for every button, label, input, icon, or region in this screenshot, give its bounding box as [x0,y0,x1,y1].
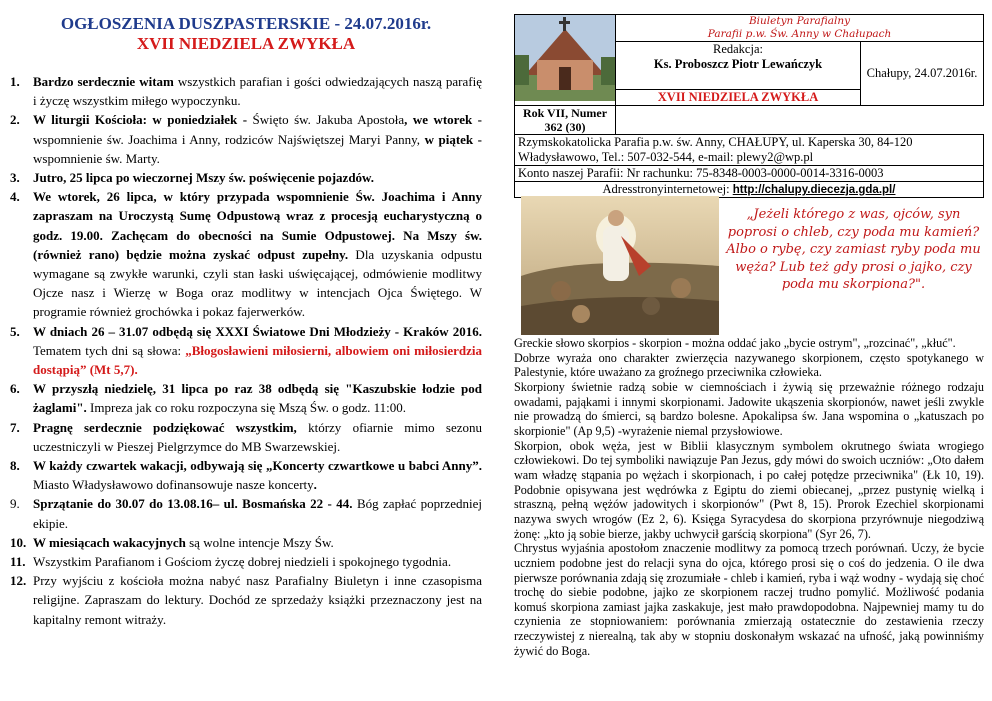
announcement-number: 11. [10,554,26,570]
announcement-text: W przyszłą niedzielę, 31 lipca po raz 38 odbędą się "Kaszubskie łodzie pod żaglami". [33,381,482,416]
article-paragraph: Chrystus wyjaśnia apostołom znaczenie modlitwy za pomocą trzech porównań. Uczy, że bycie uczniem podobne jest do relacji syna do ojca, którego prosi się o coś do jedzenia. O ile dwa pierwsze porównania zdają się zrozumiałe - chleb i kamień, ryba i wąż wodny - wydają się choć trochę do siebie podobne, jajko ze skorpionem raczej trudno pomylić. Możliwość podania komuś skorpiona zamiast jajka zaskakuje, jest mało prawdopodobna. Najpewniej mamy tu do czynienia ze stopniowaniem: porównania zmierzają ostatecznie do zestawienia rzeczy rzeczywistej z nierealną, tak aby w stopniu doskonałym wskazać na ufność, jaką powinniśmy żywić do Boga. [514,541,984,658]
announcement-text: w piątek - [424,131,482,147]
article-paragraph: Skorpion, obok węża, jest w Biblii klasycznym symbolem okrutnego świata wrogiego człowiekowi. Do tej symboliki nawiązuje Pan Jezus, gdy mówi do swoich uczniów: „Oto dałem wam władzę stąpania po wężach i skorpionach, i po całej potędze przeciwnika" (Łk 10, 19). Podobnie opisywana jest wędrówka z Egiptu do ziemi obiecanej, „przez pustynię wielką i straszną, pełną wężów jadowitych i skorpionów" (Pwt 8, 15). Prorok Ezechiel skorpionami nazywa swych wrogów (Ez 2, 6). Księga Syracydesa do skorpiona przyrównuje niegodziwą żonę: „kto ją sobie bierze, jakby uchwycił garścią skorpiona" (Syr 26, 7). [514,438,984,541]
announcement-item [10,533,482,552]
announcement-number: 4. [10,189,20,205]
scorpion-article [514,336,984,658]
bulletin-name: Biuletyn Parafialny [748,15,851,27]
website-label: Adresstronyinternetowej: [602,182,733,196]
announcement-text: Wszystkim Parafianom i Gościom życzę dobrej niedzieli i spokojnego tygodnia. [33,554,452,570]
bulletin-header [514,14,984,198]
announcement-number: 6. [10,381,20,397]
church-icon [515,15,615,101]
announcement-text: wszystkich parafian i gości odwiedzających naszą parafię i życzę wszystkim miłego wypoczynku. [33,74,482,109]
sunday-label: XVII NIEDZIELA ZWYKŁA [616,90,861,106]
article-paragraph: Dobrze wyraża ono charakter zwierzęcia nazywanego skorpionem, często spotykanego w Palestynie, które uważano za groźnego przeciwnika człowieka. [514,350,984,380]
announcement-text: „Błogosławieni miłosierni, albowiem oni miłosierdzia dostąpią” (Mt 5,7). [33,342,482,378]
announcement-item [10,187,482,321]
announcement-number: 9. [10,496,20,512]
announcement-text: Przy wyjściu z kościoła można nabyć nasz Parafialny Biuletyn i inne czasopisma religijne. Zapraszam do lektury. Dochód ze sprzedaży książki przeznaczony jest na kapitalny remont witraży. [33,573,482,627]
announcement-number: 5. [10,323,20,339]
announcement-item [10,571,482,629]
announcement-text: Pragnę serdecznie podziękować wszystkim, [33,419,297,435]
announcement-text: wspomnienie św. Marty. [33,150,160,166]
announcement-item [10,494,482,532]
announcement-text: . [313,477,317,493]
announcement-number: 7. [10,419,20,435]
announcement-item [10,72,482,110]
announcement-text: W dniach 26 – 31.07 odbędą się XXXI Światowe Dni Młodzieży - Kraków 2016. [33,323,482,339]
article-intro: Greckie słowo skorpios - skorpion - można oddać jako „bycie ostrym", „rozcinać", „kłuć". [514,336,956,350]
article-paragraphs [514,351,984,659]
place-date: Chałupy, 24.07.2016r. [861,42,984,106]
issue-number: Rok VII, Numer 362 (30) [515,106,616,135]
announcement-text: Jutro, 25 lipca po wieczornej Mszy św. poświęcenie pojazdów. [33,170,374,186]
announcement-text: są wolne intencje Mszy Św. [185,534,334,550]
announcement-text: We wtorek, 26 lipca, w który przypada wspomnienie Św. Joachima i Anny zapraszam na Uroczystą Sumę Odpustową wraz z procesją eucharystyczną o godz. 19.00. Zachęcam do obecności na Sumie Odpustowej. Na Mszy św. (również rano) będzie można zyskać odpust zupełny. [33,189,482,262]
redakcja-label: Redakcja: [713,42,763,56]
announcements-column [10,14,482,629]
announcement-text: Dla uzyskania odpustu wymagane są zwykłe warunki, czyli stan łaski uświęcającej, odmówienie modlitwy Ojcze nasz i Wierzę w Boga oraz modlitwy w intencjach Ojca Świętego. W programie również grochówka i pokaz fajerwerków. [33,246,482,320]
sermon-on-the-mount-painting [521,196,719,335]
announcement-number: 2. [10,112,20,128]
announcement-text: Bardzo serdecznie witam [33,74,174,89]
announcement-number: 1. [10,74,20,89]
announcement-number: 10. [10,534,27,550]
announcement-item [10,379,482,417]
announcement-text: Impreza jak co roku rozpoczyna się Mszą Św. o godz. 11:00. [86,400,407,416]
announcement-text: którzy ofiarnie mimo sezonu uczestniczyli w Pieszej Pielgrzymce do MB Swarzewskiej. [33,419,482,454]
announcement-item [10,322,482,380]
announcement-text: W miesiącach wakacyjnych [33,534,186,550]
announcement-text: , we wtorek - [404,112,482,128]
announcement-text: Tematem tych dni są słowa: [33,342,186,358]
editor-name: Ks. Proboszcz Piotr Lewańczyk [653,57,823,71]
announcements-title: OGŁOSZENIA DUSZPASTERSKIE - 24.07.2016r. [60,14,432,33]
announcements-list [10,72,482,629]
announcement-number: 3. [10,170,20,186]
church-photo [515,15,616,106]
announcement-text: Święto św. Jakuba Apostoła [252,112,405,128]
announcements-subtitle: XVII NIEDZIELA ZWYKŁA [136,34,356,53]
announcement-number: 8. [10,458,20,474]
announcement-item [10,110,482,168]
announcement-item [10,418,482,456]
website-link[interactable]: http://chalupy.diecezja.gda.pl/ [732,184,896,196]
gospel-quote: „Jeżeli którego z was, ojców, syn poprosi o chleb, czy poda mu kamień? Albo o rybę, czy zamiast ryby poda mu węża? Lub też gdy prosi o jajko, czy poda mu skorpiona?". [726,207,981,292]
announcement-number: 12. [10,573,27,589]
announcement-text: W liturgii Kościoła: w poniedziałek - [33,112,253,128]
article-paragraph: Skorpiony świetnie radzą sobie w ciemnościach i żywią się przeważnie różnego rodzaju owadami, pająkami i innymi skorpionami. Jadowite ukąszenia skorpionów, nawet jeśli zwykle nie prowadzą do śmierci, są bardzo bolesne. Apokalipsa św. Jana wspomina o „katuszach po skorpionie" (Ap 9,5) -wyrażenie niemal przysłowiowe. [514,379,984,438]
announcement-text: Miasto Władysławowo dofinansowuje nasze koncerty [33,477,314,493]
bulletin-parish: Parafii p.w. Św. Anny w Chałupach [707,28,892,40]
announcement-text: wspomnienie św. Joachima i Anny, rodziców Najświętszej Maryi Panny, [33,131,425,147]
announcement-text: W każdy czwartek wakacji, odbywają się „Koncerty czwartkowe u babci Anny”. [33,458,482,474]
announcement-item [10,456,482,494]
announcement-text: Bóg zapłać poprzedniej ekipie. [33,496,482,531]
announcement-text: Sprzątanie do 30.07 do 13.08.16– ul. Bosmańska 22 - 44. [33,496,353,512]
parish-address: Rzymskokatolicka Parafia p.w. św. Anny, CHAŁUPY, ul. Kaperska 30, 84-120 Władysławowo, Tel.: 507-032-544, e-mail: plewy2@wp.pl [515,135,984,166]
announcement-item [10,168,482,187]
announcement-item [10,552,482,571]
bank-account: Konto naszej Parafii: Nr rachunku: 75-8348-0003-0000-0014-3316-0003 [515,166,984,182]
